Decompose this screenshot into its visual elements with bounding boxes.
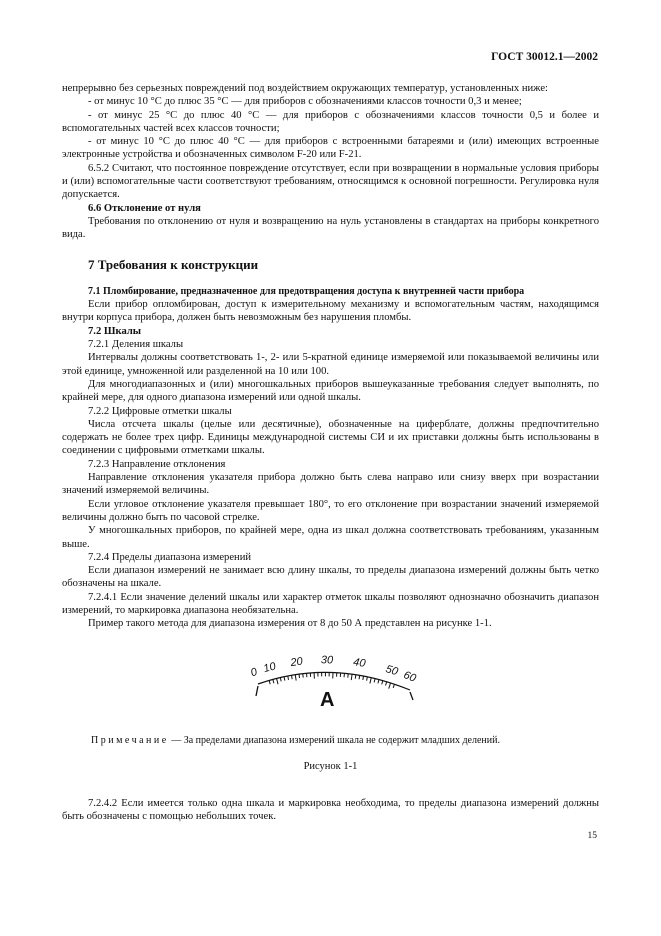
- scale-labels: [249, 654, 418, 685]
- subsection-heading: 7.2.4 Пределы диапазона измерений: [88, 551, 252, 563]
- paragraph: Для многодиапазонных и (или) многошкальных приборов вышеуказанные требования следует выполнять, по крайней мере, для одного диапазона измерений или одной шкалы.: [62, 378, 599, 404]
- paragraph: Если прибор опломбирован, доступ к измерительному механизму и вспомогательным частям, находящимся внутри корпуса прибора, должен быть невозможным без нарушения пломбы.: [62, 299, 599, 324]
- scale-tick: [363, 676, 364, 680]
- scale-tick: [292, 675, 293, 679]
- scale-tick: [378, 680, 379, 684]
- paragraph: 7.2.4.1 Если значение делений шкалы или характер отметок шкалы позволяют однозначно обозначить диапазон измерений, то маркировка диапазона необязательна.: [62, 591, 599, 616]
- note-prefix: Примечание: [91, 735, 169, 746]
- paragraph: Интервалы должны соответствовать 1-, 2- или 5-кратной единице измеряемой или показываемой величины или этой единице, умноженной или разделенной на 10 или 100.: [62, 352, 599, 377]
- figure-caption: Рисунок 1-1: [303, 761, 358, 772]
- list-item: - от минус 25 °С до плюс 40 °С — для приборов с обозначениями классов точности 0,5 и более и вспомогательных частей всех классов точности;: [62, 109, 599, 134]
- scale-tick: [277, 678, 278, 684]
- paragraph: Числа отсчета шкалы (целые или десятичные), обозначенные на циферблате, должны предпочтительно содержать не более трех цифр. Единицы международной системы СИ и их приставки должны быть использованы в соединении с цифровыми отметками шкалы.: [62, 418, 599, 457]
- meter-scale-drawing: [240, 650, 430, 712]
- paragraph: 6.5.2 Считают, что постоянное повреждение отсутствует, если при возвращении в нормальные условия приборы и (или) вспомогательные части соответствуют требованиям, относящимся к основной погрешности. Регулировка нуля допускается.: [62, 162, 599, 201]
- list-item: - от минус 10 °С до плюс 35 °С — для приборов с обозначениями классов точности 0,3 и менее;: [88, 96, 522, 108]
- paragraph: Требования по отклонению от нуля и возвращению на нуль установлены в стандартах на приборы конкретного вида.: [62, 215, 599, 241]
- note-text: — За пределами диапазона измерений шкала не содержит младших делений.: [168, 735, 500, 746]
- scale-tick-zero: [256, 686, 258, 696]
- list-item: - от минус 10 °С до плюс 40 °С — для приборов с встроенными батареями и (или) имеющих встроенные электронные устройства и обозначенных символом F-20 или F-21.: [62, 136, 599, 161]
- scale-tick: [355, 675, 356, 679]
- scale-label: 20: [289, 655, 304, 670]
- subsection-heading: 7.2.3 Направление отклонения: [88, 458, 226, 470]
- paragraph: Если диапазон измерений не занимает всю длину шкалы, то пределы диапазона измерений должны быть четко обозначены на шкале.: [62, 565, 599, 590]
- document-header: ГОСТ 30012.1—2002: [491, 51, 598, 63]
- figure-note: [91, 735, 500, 746]
- section-heading: 7.2 Шкалы: [88, 325, 142, 337]
- scale-label: 0: [249, 666, 259, 680]
- section-heading: 6.6 Отклонение от нуля: [88, 202, 201, 214]
- scale-tick: [299, 674, 300, 678]
- chapter-heading: 7 Требования к конструкции: [88, 256, 259, 272]
- paragraph: Пример такого метода для диапазона измерения от 8 до 50 А представлен на рисунке 1-1.: [88, 618, 492, 630]
- scale-tick: [273, 679, 274, 683]
- scale-tick: [351, 674, 352, 680]
- scale-tick: [386, 682, 387, 686]
- subsection-heading: 7.2.1 Деления шкалы: [88, 339, 184, 351]
- figure-scale: [240, 650, 430, 712]
- scale-tick: [280, 678, 281, 682]
- scale-label: 10: [262, 660, 278, 676]
- scale-tick: [359, 675, 360, 679]
- paragraph: 7.2.4.2 Если имеется только одна шкала и маркировка необходима, то пределы диапазона измерений должны быть обозначены с помощью небольших точек.: [62, 798, 599, 823]
- page-number: 15: [587, 831, 597, 841]
- unit-symbol: A: [320, 689, 335, 711]
- scale-label: 30: [320, 654, 334, 667]
- scale-label: 60: [401, 669, 418, 685]
- scale-tick: [370, 678, 371, 684]
- scale-tick: [382, 681, 383, 685]
- closing-section: [62, 797, 599, 824]
- paragraph: Если угловое отклонение указателя превышает 180°, то его отклонение при возрастании значений измеряемой величины должно быть по часовой стрелке.: [62, 498, 599, 523]
- scale-tick: [389, 683, 391, 689]
- paragraph: Направление отклонения указателя прибора должно быть слева направо или снизу вверх при возрастании значений измеряемой величины.: [62, 472, 599, 497]
- scale-tick: [269, 680, 270, 684]
- scale-tick: [288, 676, 289, 680]
- scale-label: 40: [352, 656, 367, 670]
- scale-ticks: [269, 672, 394, 688]
- scale-tick-end: [410, 692, 413, 700]
- paragraph: У многошкальных приборов, по крайней мере, одна из шкал должна соответствовать требованиям, указанным выше.: [62, 525, 599, 550]
- scale-tick: [295, 675, 296, 681]
- subsection-heading: 7.2.2 Цифровые отметки шкалы: [88, 405, 232, 417]
- paragraph: непрерывно без серьезных повреждений под воздействием окружающих температур, установленных ниже:: [62, 83, 548, 94]
- scale-tick: [284, 677, 285, 681]
- page-body: [62, 82, 599, 631]
- scale-tick: [374, 679, 375, 683]
- scale-tick: [367, 677, 368, 681]
- scale-tick: [393, 684, 394, 688]
- scale-label: 50: [384, 663, 400, 679]
- section-heading: 7.1 Пломбирование, предназначенное для предотвращения доступа к внутренней части прибора: [88, 285, 525, 297]
